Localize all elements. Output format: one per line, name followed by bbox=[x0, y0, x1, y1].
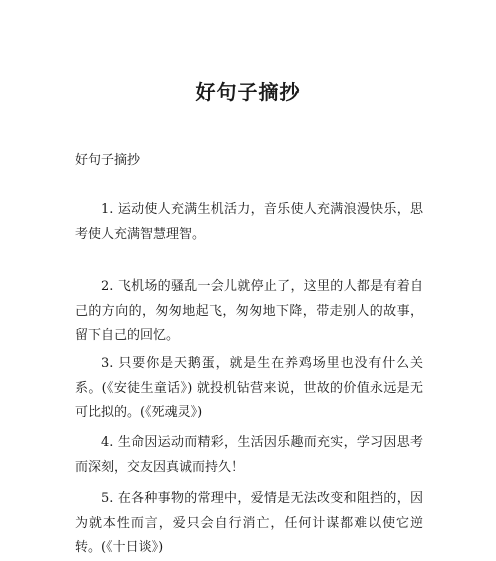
paragraph-3: 3. 只要你是天鹅蛋，就是生在养鸡场里也没有什么关系。(《安徒生童话》) 就投机钻营来说，世故的价值永远是无可比拟的。(《死魂灵》) bbox=[75, 356, 423, 420]
section-heading: 好句子摘抄 bbox=[75, 153, 141, 168]
paragraph-2: 2. 飞机场的骚乱一会儿就停止了，这里的人都是有着自己的方向的，匆匆地起飞，匆匆地下降，带走别人的故事，留下自己的回忆。 bbox=[75, 279, 423, 343]
page-title: 好句子摘抄 bbox=[195, 80, 301, 104]
paragraph-5: 5. 在各种事物的常理中，爱情是无法改变和阻挡的，因为就本性而言，爱只会自行消亡，任何计谋都难以使它逆转。(《十日谈》) bbox=[75, 491, 423, 555]
paragraph-1: 1. 运动使人充满生机活力，音乐使人充满浪漫快乐，思考使人充满智慧理智。 bbox=[75, 202, 423, 242]
paragraph-4: 4. 生命因运动而精彩，生活因乐趣而充实，学习因思考而深刻，交友因真诚而持久！ bbox=[75, 435, 423, 475]
